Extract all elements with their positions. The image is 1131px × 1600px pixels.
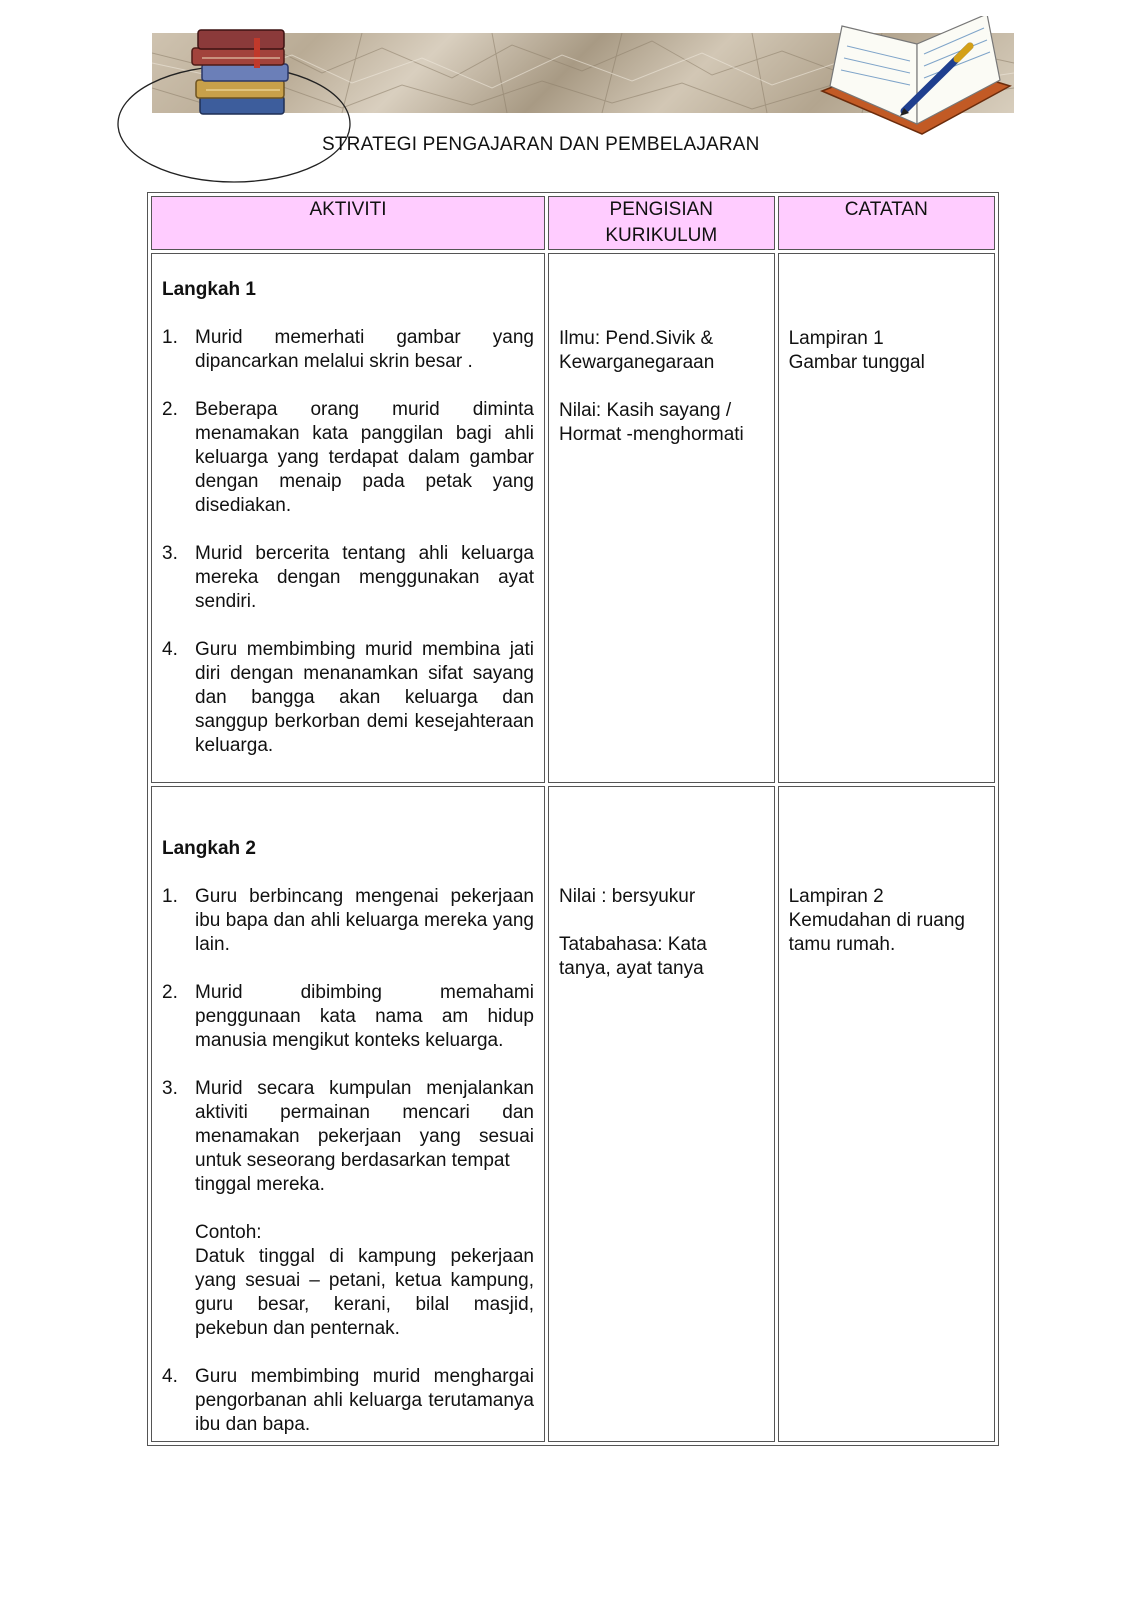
list-item: 4. Guru membimbing murid menghargai pengorbanan ahli keluarga terutamanya ibu dan bapa. — [162, 1366, 534, 1435]
step2-title: Langkah 2 — [162, 838, 256, 859]
header-catatan: CATATAN — [778, 196, 995, 250]
list-item: 3. Murid secara kumpulan menjalankan aktiviti permainan mencari dan menamakan pekerjaan yang sesuai untuk seseorang berdasarkan tempat tinggal mereka. Contoh: Datuk tinggal di kampung pekerjaan yang sesuai – petani, ketua kampung, guru besar, kerani, bilal masjid, pekebun dan penternak. — [162, 1078, 534, 1339]
list-item: 3. Murid bercerita tentang ahli keluarga mereka dengan menggunakan ayat sendiri. — [162, 543, 534, 612]
step1-title: Langkah 1 — [162, 279, 256, 300]
books-stack-icon — [182, 18, 307, 123]
list-item: 2. Beberapa orang murid diminta menamakan kata panggilan bagi ahli keluarga yang terdapat dalam gambar dengan menaip pada petak yang disediakan. — [162, 399, 534, 516]
list-item: 2. Murid dibimbing memahami penggunaan kata nama am hidup manusia mengikut konteks keluarga. — [162, 982, 534, 1051]
example-label: Contoh: — [195, 1222, 262, 1243]
example-text: Datuk tinggal di kampung pekerjaan yang sesuai – petani, ketua kampung, guru besar, kerani, bilal masjid, pekebun dan penternak. — [195, 1246, 534, 1339]
list-item: 1. Murid memerhati gambar yang dipancarkan melalui skrin besar . — [162, 327, 534, 372]
step2-kurikulum — [548, 786, 775, 1442]
kurikulum-entry: Nilai : bersyukur — [558, 886, 696, 907]
open-notebook-pen-icon — [812, 16, 1017, 151]
step2-activities — [151, 786, 545, 1442]
step1-kurikulum — [548, 253, 775, 783]
step1-activities — [151, 253, 545, 783]
step1-catatan: Lampiran 1 Gambar tunggal — [778, 253, 995, 783]
lesson-plan-table — [147, 192, 999, 1446]
document-title: STRATEGI PENGAJARAN DAN PEMBELAJARAN — [322, 134, 760, 155]
list-item: 1. Guru berbincang mengenai pekerjaan ibu bapa dan ahli keluarga mereka yang lain. — [162, 886, 534, 955]
header-aktiviti: AKTIVITI — [151, 196, 545, 250]
list-item: 4. Guru membimbing murid membina jati diri dengan menanamkan sifat sayang dan bangga akan keluarga dan sanggup berkorban demi kesejahteraan keluarga. — [162, 639, 534, 756]
kurikulum-entry: Nilai: Kasih sayang / Hormat -menghormati — [558, 400, 744, 445]
kurikulum-entry: Tatabahasa: Kata tanya, ayat tanya — [558, 934, 707, 979]
header-pengisian-kurikulum: PENGISIAN KURIKULUM — [548, 196, 775, 250]
kurikulum-entry: Ilmu: Pend.Sivik & Kewarganegaraan — [558, 328, 715, 373]
table-row — [151, 253, 995, 783]
table-header-row — [151, 196, 995, 250]
step2-catatan: Lampiran 2 Kemudahan di ruang tamu rumah. — [778, 786, 995, 1442]
table-row — [151, 786, 995, 1442]
